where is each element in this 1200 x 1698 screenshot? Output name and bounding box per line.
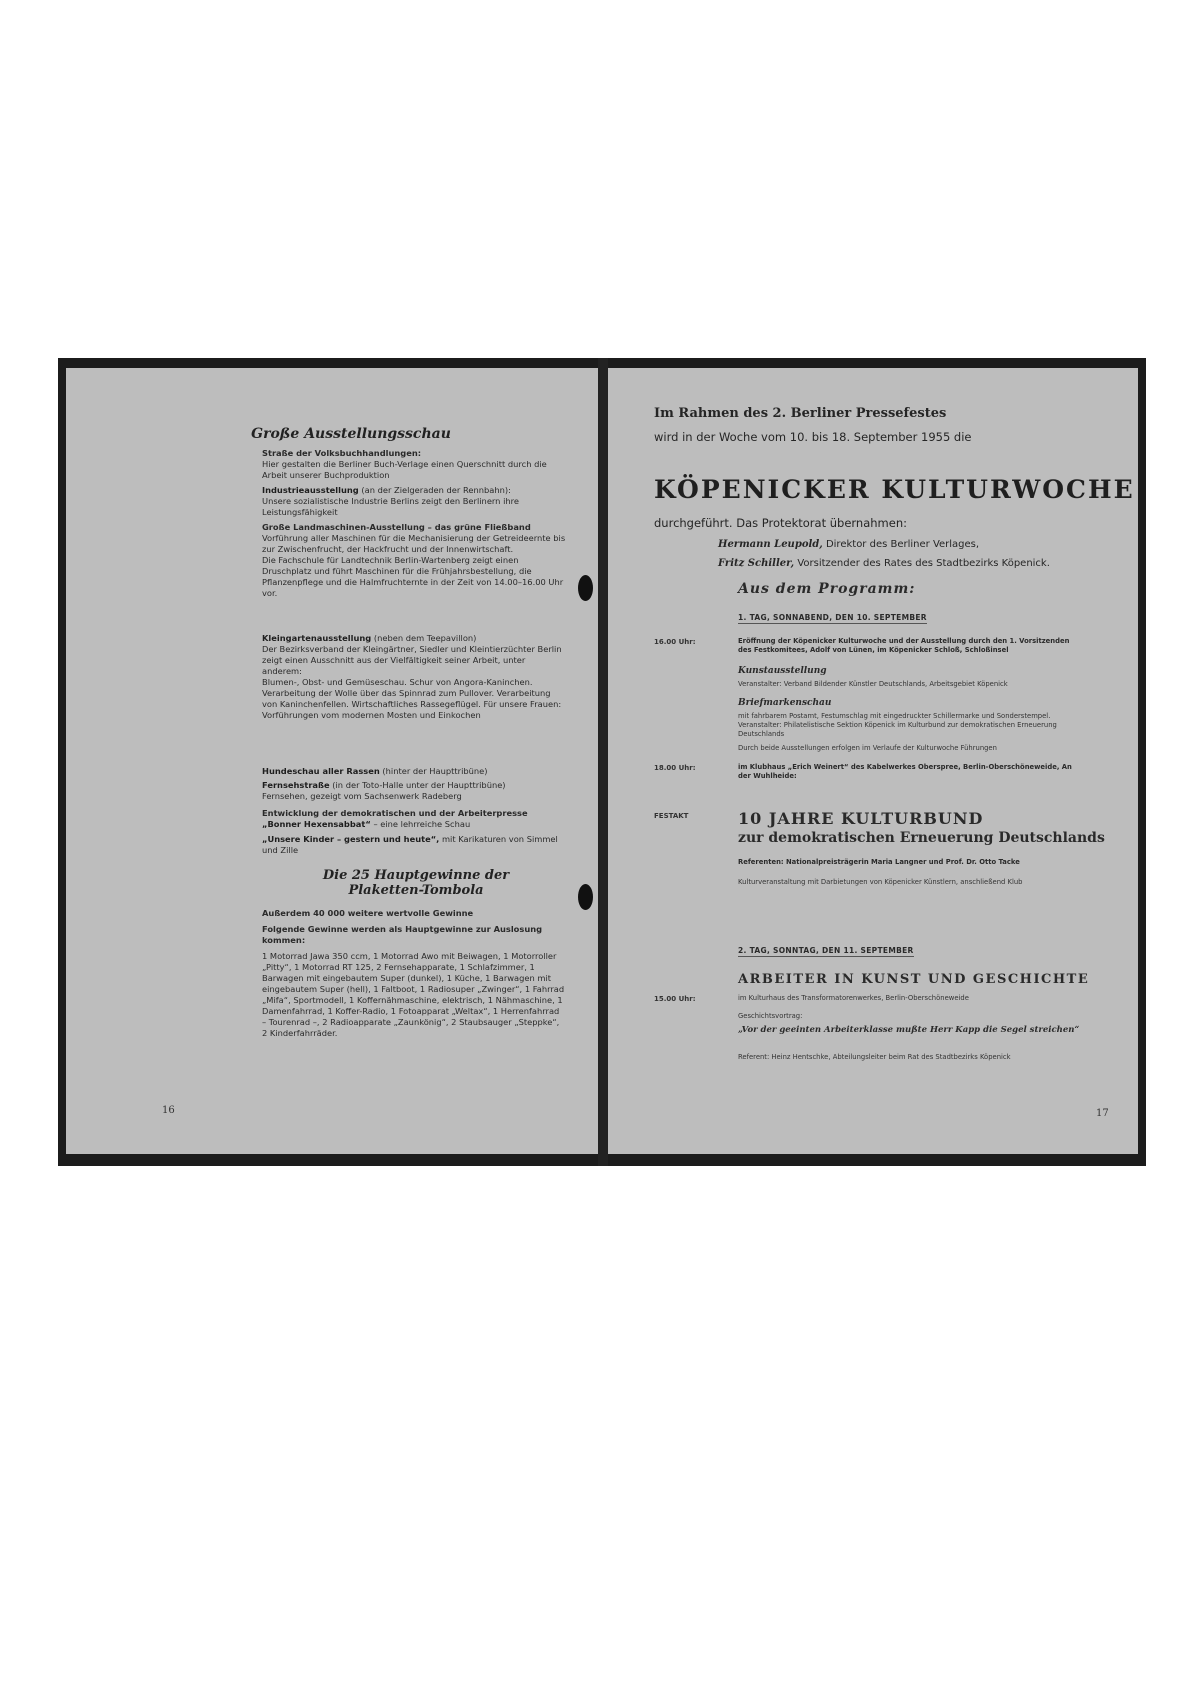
vortrag-referent: Referent: Heinz Hentschke, Abteilungsleiter beim Rat des Stadtbezirks Köpenick	[738, 1053, 1011, 1061]
festakt-title-1: 10 JAHRE KULTURBUND	[738, 809, 984, 828]
section-presse: Entwicklung der demokratischen und der Arbeiterpresse „Bonner Hexensabbat“ – eine lehrreiche Schau	[262, 808, 528, 829]
day-2-heading: 2. TAG, SONNTAG, DEN 11. SEPTEMBER	[738, 946, 914, 955]
main-title: KÖPENICKER KULTURWOCHE	[654, 475, 1135, 504]
section-landmaschinen: Große Landmaschinen-Ausstellung – das grüne Fließband Vorführung aller Maschinen für die Mechanisierung der Getreideernte bis zur Zwischenfrucht, der Hackfrucht und der Innenwirtschaft. Die Fachschule für Landtechnik Berlin-Wartenberg zeigt einen Druschplatz und führt Maschinen für die Frühjahrsbestellung, die Pflanzenpflege und die Halmfruchternte in der Zeit von 14.00–16.00 Uhr vor.	[262, 522, 566, 598]
patron-1: Hermann Leupold, Direktor des Berliner Verlages,	[718, 539, 980, 550]
day-2-place: im Kulturhaus des Transformatorenwerkes, Berlin-Oberschöneweide	[738, 994, 969, 1002]
briefmarkenschau-title: Briefmarkenschau	[738, 698, 832, 708]
right-page	[608, 368, 1138, 1154]
tombola-title: Die 25 Hauptgewinne der Plaketten-Tombola	[322, 868, 510, 898]
intro-line-1: Im Rahmen des 2. Berliner Pressefestes	[654, 406, 947, 421]
page-number-left: 16	[162, 1105, 175, 1116]
section-industrieausstellung: Industrieausstellung (an der Zielgeraden der Rennbahn): Unsere sozialistische Industrie Berlins zeigt den Berlinern ihre Leistungsfähigkeit	[262, 485, 519, 517]
intro-line-2: wird in der Woche vom 10. bis 18. September 1955 die	[654, 430, 972, 444]
time-15: 15.00 Uhr:	[654, 995, 696, 1003]
section-kleingarten: Kleingartenausstellung (neben dem Teepavillon) Der Bezirksverband der Kleingärtner, Siedler und Kleintierzüchter Berlin zeigt einen Ausschnitt aus der Vielfältigkeit seiner Arbeit, unter anderem: Blumen-, Obst- und Gemüseschau. Schur von Angora-Kaninchen. Verarbeitung der Wolle über das Spinnrad zum Pullover. Verarbeitung von Kaninchenfellen. Wirtschaftliches Rassegeflügel. Für unsere Frauen: Vorführungen vom modernen Mosten und Einkochen	[262, 633, 562, 720]
punch-hole	[578, 884, 593, 910]
section-volksbuchhandlungen: Straße der Volksbuchhandlungen: Hier gestalten die Berliner Buch-Verlage einen Querschnitt durch die Arbeit unserer Buchproduktion	[262, 448, 547, 480]
festakt-title-2: zur demokratischen Erneuerung Deutschlands	[738, 830, 1105, 846]
left-page-title: Große Ausstellungsschau	[251, 426, 451, 442]
time-16: 16.00 Uhr:	[654, 638, 696, 646]
section-fernsehstrasse: Fernsehstraße (in der Toto-Halle unter der Haupttribüne) Fernsehen, gezeigt vom Sachsenwerk Radeberg	[262, 780, 506, 801]
festakt-label: FESTAKT	[654, 812, 689, 820]
kunstausstellung-title: Kunstausstellung	[738, 666, 827, 676]
vortrag-label: Geschichtsvortrag:	[738, 1012, 803, 1020]
fuehrungen-text: Durch beide Ausstellungen erfolgen im Verlaufe der Kulturwoche Führungen	[738, 744, 997, 752]
page-number-right: 17	[1096, 1108, 1109, 1119]
binding-gutter	[598, 358, 608, 1166]
day-1-club: im Klubhaus „Erich Weinert“ des Kabelwerkes Oberspree, Berlin-Oberschöneweide, An der Wuhlheide:	[738, 763, 1072, 780]
program-heading: Aus dem Programm:	[738, 581, 916, 597]
patron-2: Fritz Schiller, Vorsitzender des Rates des Stadtbezirks Köpenick.	[718, 558, 1050, 569]
intro-line-3: durchgeführt. Das Protektorat übernahmen:	[654, 516, 907, 530]
scanned-booklet-spread	[58, 358, 1146, 1166]
festakt-referents: Referenten: Nationalpreisträgerin Maria Langner und Prof. Dr. Otto Tacke	[738, 858, 1020, 866]
festakt-text: Kulturveranstaltung mit Darbietungen von Köpenicker Künstlern, anschließend Klub	[738, 878, 1023, 886]
day-1-opening: Eröffnung der Köpenicker Kulturwoche und der Ausstellung durch den 1. Vorsitzenden des Festkomitees, Adolf von Lünen, im Köpenicker Schloß, Schloßinsel	[738, 637, 1070, 654]
briefmarkenschau-text: mit fahrbarem Postamt, Festumschlag mit eingedruckter Schillermarke und Sonderstempel. Veranstalter: Philatelistische Sektion Köpenick im Kulturbund zur demokratischen Erneuerung Deutschlands	[738, 712, 1057, 738]
tombola-section: Außerdem 40 000 weitere wertvolle Gewinne Folgende Gewinne werden als Hauptgewinne zur Auslosung kommen: 1 Motorrad Jawa 350 ccm, 1 Motorrad Awo mit Beiwagen, 1 Motorroller „Pitty“, 1 Motorrad RT 125, 2 Fernsehapparate, 1 Schlafzimmer, 1 Barwagen mit eingebautem Super (dunkel), 1 Küche, 1 Barwagen mit eingebautem Super (hell), 1 Faltboot, 1 Radiosuper „Zwinger“, 1 Fahrrad „Mifa“, Sportmodell, 1 Koffernähmaschine, elektrisch, 1 Nähmaschine, 1 Damenfahrrad, 1 Koffer-Radio, 1 Fotoapparat „Weltax“, 1 Herrenfahrrad – Tourenrad –, 2 Radioapparate „Zaunkönig“, 2 Staubsauger „Steppke“, 2 Kinderfahrräder.	[262, 908, 565, 1038]
left-page	[66, 368, 598, 1154]
arbeiter-title: ARBEITER IN KUNST UND GESCHICHTE	[738, 972, 1090, 987]
section-kinder: „Unsere Kinder – gestern und heute“, mit Karikaturen von Simmel und Zille	[262, 834, 558, 855]
section-hundeschau: Hundeschau aller Rassen (hinter der Haupttribüne)	[262, 766, 488, 776]
kunstausstellung-text: Veranstalter: Verband Bildender Künstler Deutschlands, Arbeitsgebiet Köpenick	[738, 680, 1008, 688]
time-18: 18.00 Uhr:	[654, 764, 696, 772]
day-1-heading: 1. TAG, SONNABEND, DEN 10. SEPTEMBER	[738, 613, 927, 622]
vortrag-title: „Vor der geeinten Arbeiterklasse mußte Herr Kapp die Segel streichen“	[738, 1025, 1080, 1035]
punch-hole	[578, 575, 593, 601]
